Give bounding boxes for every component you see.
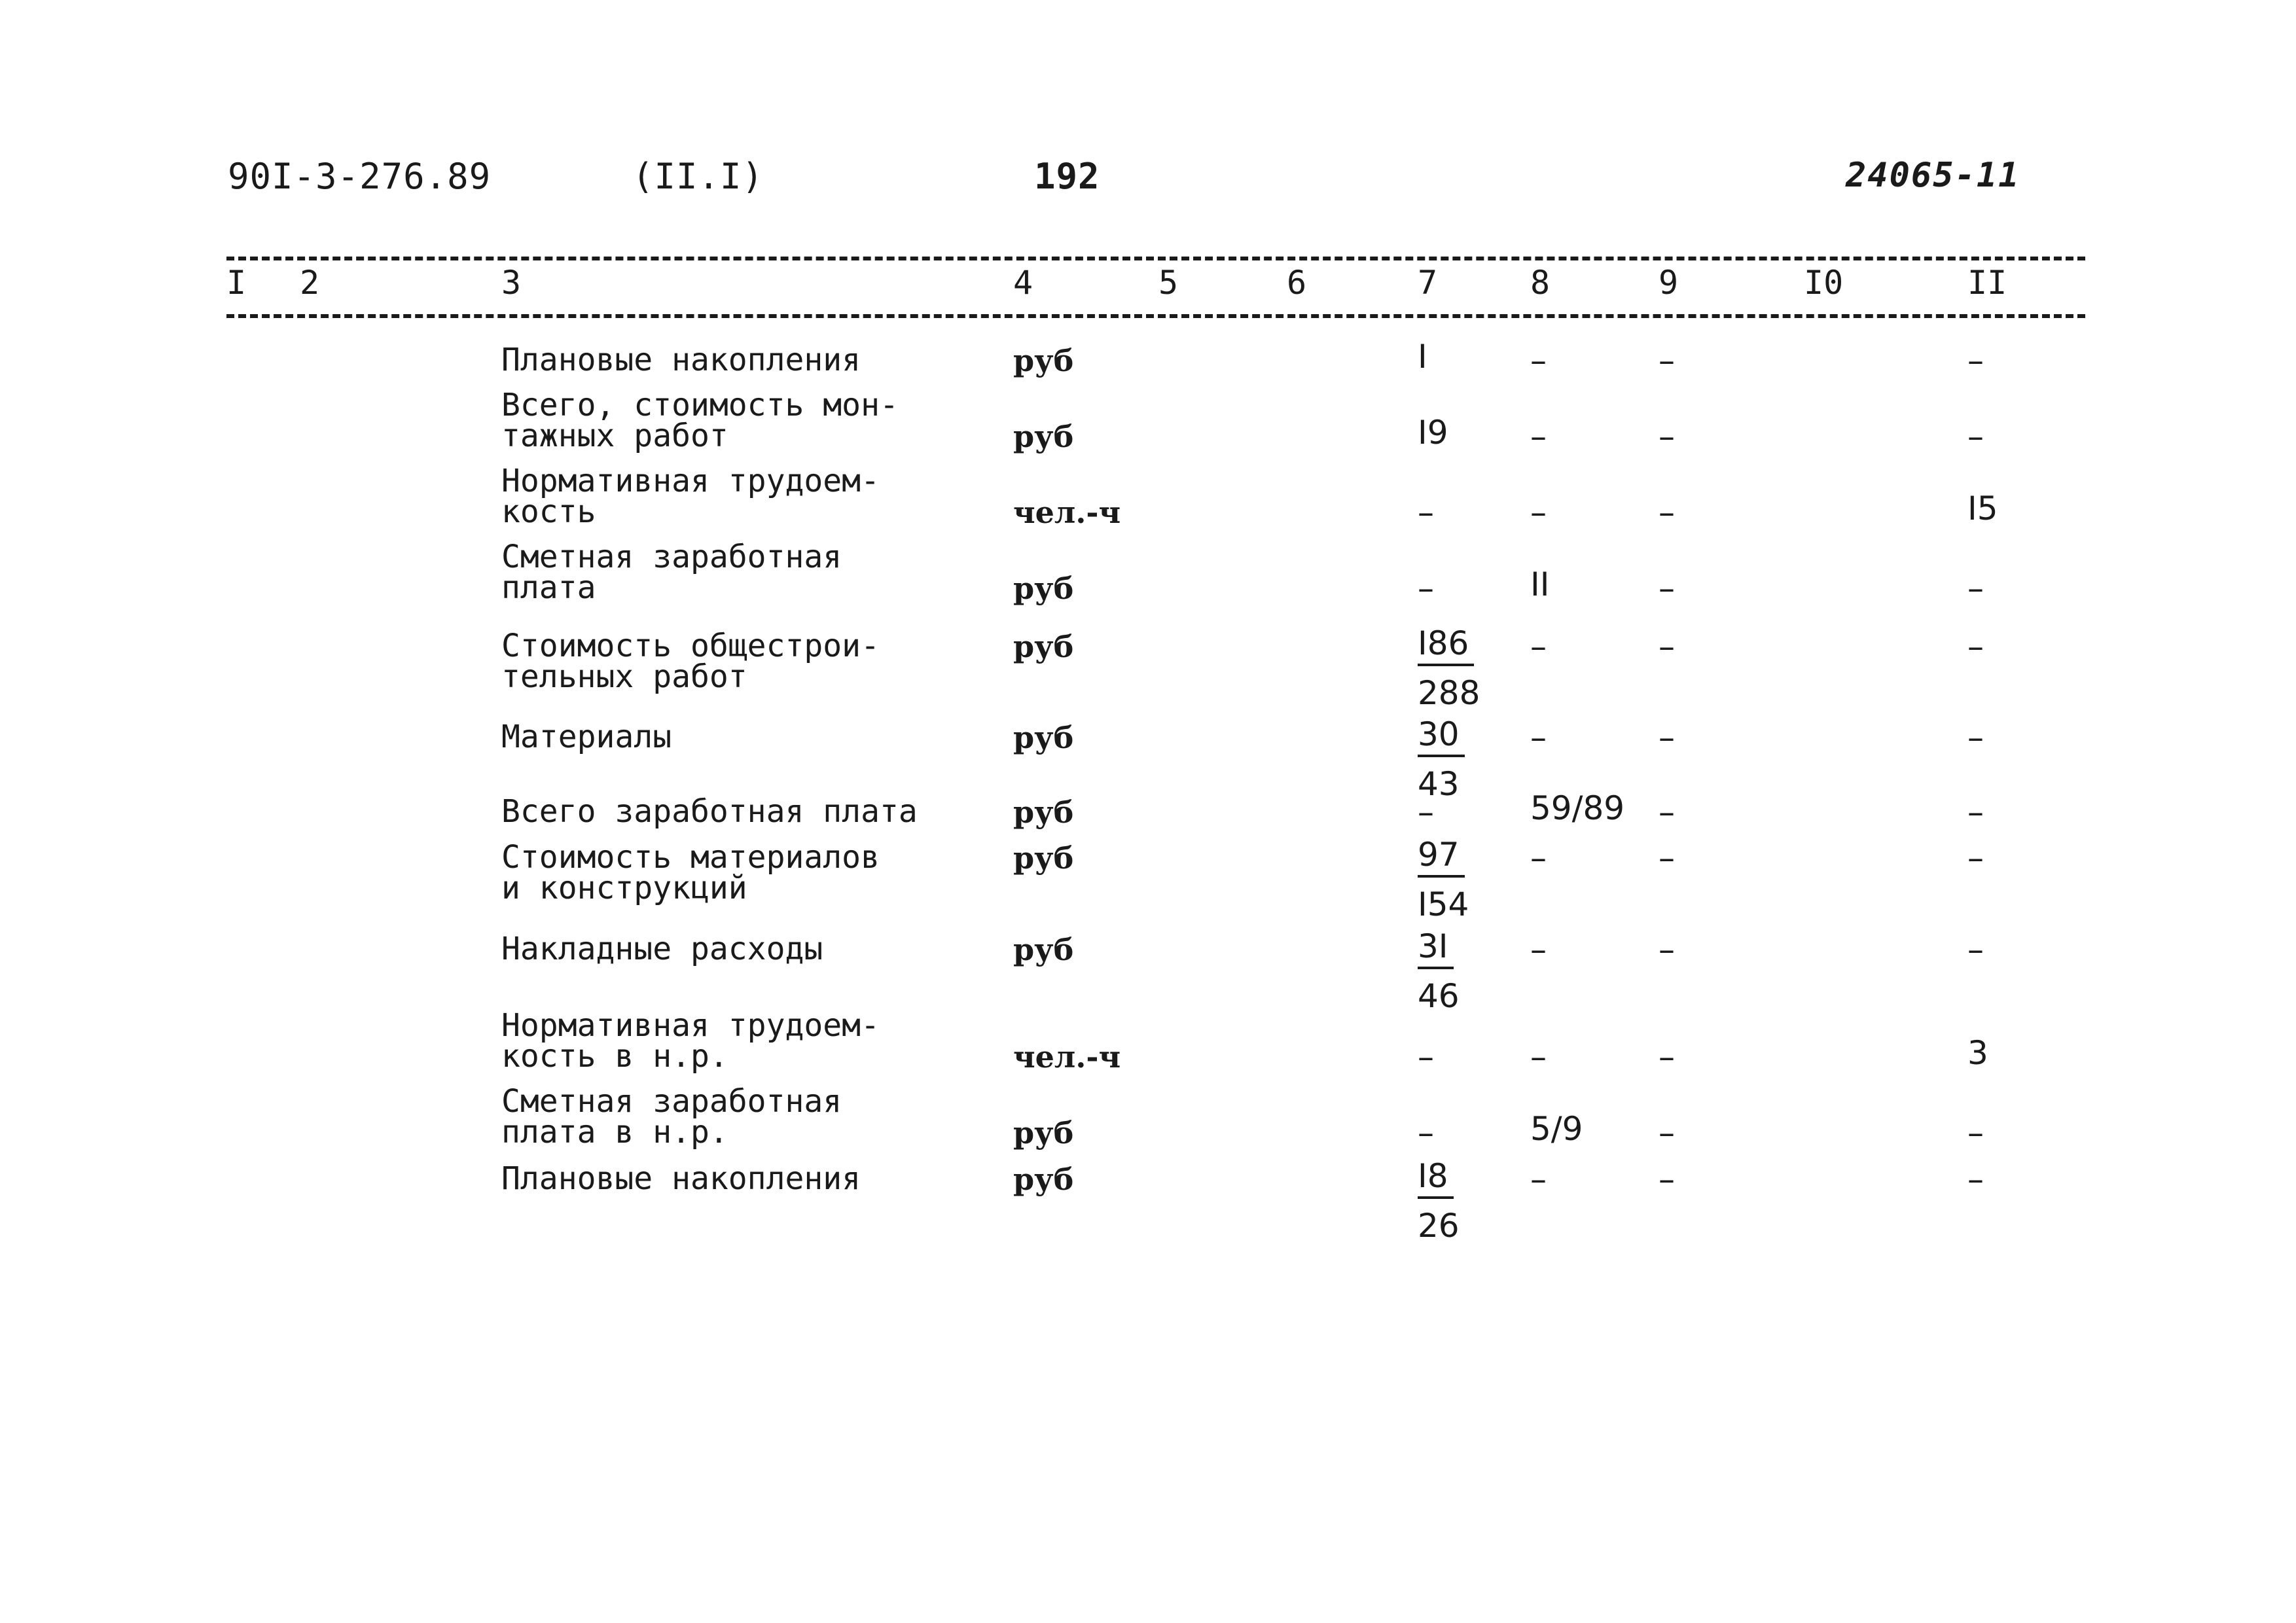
row-1-col7: I <box>1418 338 1427 376</box>
row-3-col7: – <box>1418 493 1434 531</box>
row-3-col11: I5 <box>1967 490 1998 527</box>
row-4-unit: руб <box>1013 571 1074 606</box>
row-8-col11: – <box>1967 839 1984 877</box>
row-2-description: Всего, стоимость мон- тажных работ <box>501 387 899 454</box>
column-header-8: 8 <box>1530 264 1551 302</box>
row-11-col11: – <box>1967 1114 1984 1152</box>
table-header-rule <box>226 314 2085 318</box>
row-6-col7-numerator: 30 <box>1418 718 1465 757</box>
document-code: 90I-3-276.89 <box>228 156 492 197</box>
row-5-col7-denominator: 288 <box>1418 674 1480 712</box>
row-8-col9: – <box>1659 839 1675 877</box>
row-11-col8: 5/9 <box>1530 1110 1583 1148</box>
row-5-description: Стоимость общестрои- тельных работ <box>501 628 880 695</box>
section-number: (II.I) <box>632 156 764 197</box>
archive-stamp: 24065-11 <box>1846 156 2020 195</box>
row-8-col8: – <box>1530 839 1547 877</box>
row-9-col7 <box>1418 927 1460 1015</box>
row-9-col7-numerator: 3I <box>1418 930 1454 969</box>
row-11-description: Сметная заработная плата в н.р. <box>501 1083 842 1150</box>
row-10-col8: – <box>1530 1038 1547 1076</box>
row-4-col9: – <box>1659 569 1675 607</box>
row-10-unit: чел.-ч <box>1013 1039 1121 1075</box>
column-header-3: 3 <box>501 264 522 302</box>
column-header-5: 5 <box>1158 264 1179 302</box>
row-3-unit: чел.-ч <box>1013 495 1121 530</box>
row-12-description: Плановые накопления <box>501 1160 861 1197</box>
row-5-unit: руб <box>1013 629 1074 664</box>
row-10-col11: 3 <box>1967 1034 1988 1072</box>
row-8-description: Стоимость материалов и конструкций <box>501 839 880 906</box>
row-11-col9: – <box>1659 1114 1675 1152</box>
row-6-col7-denominator: 43 <box>1418 765 1460 803</box>
row-12-unit: руб <box>1013 1162 1074 1197</box>
row-12-col9: – <box>1659 1160 1675 1198</box>
row-3-col9: – <box>1659 493 1675 531</box>
row-10-description: Нормативная трудоем- кость в н.р. <box>501 1007 880 1075</box>
row-7-description: Всего заработная плата <box>501 793 918 830</box>
row-1-description: Плановые накопления <box>501 342 861 378</box>
row-7-col7: – <box>1418 793 1434 831</box>
row-12-col7 <box>1418 1157 1460 1245</box>
row-5-col7 <box>1418 624 1480 712</box>
row-11-col7: – <box>1418 1114 1434 1152</box>
row-9-description: Накладные расходы <box>501 931 823 967</box>
row-9-col8: – <box>1530 931 1547 969</box>
row-3-col8: – <box>1530 493 1547 531</box>
row-1-col9: – <box>1659 342 1675 380</box>
row-7-col11: – <box>1967 793 1984 831</box>
row-5-col8: – <box>1530 628 1547 666</box>
row-9-col9: – <box>1659 931 1675 969</box>
row-12-col7-denominator: 26 <box>1418 1207 1460 1245</box>
row-6-col9: – <box>1659 719 1675 757</box>
column-header-2: 2 <box>300 264 320 302</box>
table-top-rule <box>226 257 2085 260</box>
column-header-1: I <box>226 264 247 302</box>
row-2-col11: – <box>1967 418 1984 455</box>
row-10-col9: – <box>1659 1038 1675 1076</box>
column-header-7: 7 <box>1418 264 1438 302</box>
column-header-10: I0 <box>1804 264 1844 302</box>
row-6-col11: – <box>1967 719 1984 757</box>
row-7-unit: руб <box>1013 794 1074 830</box>
row-1-col8: – <box>1530 342 1547 380</box>
row-10-col7: – <box>1418 1038 1434 1076</box>
row-5-col11: – <box>1967 628 1984 666</box>
row-4-col11: – <box>1967 569 1984 607</box>
row-7-col8: 59/89 <box>1530 789 1625 827</box>
row-6-unit: руб <box>1013 720 1074 755</box>
row-2-col7: I9 <box>1418 414 1448 452</box>
row-12-col8: – <box>1530 1160 1547 1198</box>
row-9-unit: руб <box>1013 932 1074 967</box>
page-number: 192 <box>1034 156 1100 197</box>
column-header-4: 4 <box>1013 264 1033 302</box>
row-9-col11: – <box>1967 931 1984 969</box>
row-2-unit: руб <box>1013 419 1074 454</box>
row-5-col7-numerator: I86 <box>1418 627 1474 666</box>
row-3-description: Нормативная трудоем- кость <box>501 463 880 530</box>
row-6-col7 <box>1418 715 1465 803</box>
row-4-description: Сметная заработная плата <box>501 539 842 606</box>
row-7-col9: – <box>1659 793 1675 831</box>
column-header-9: 9 <box>1659 264 1679 302</box>
row-2-col8: – <box>1530 418 1547 455</box>
row-8-unit: руб <box>1013 840 1074 876</box>
row-8-col7-numerator: 97 <box>1418 838 1465 878</box>
row-1-unit: руб <box>1013 343 1074 378</box>
column-header-6: 6 <box>1287 264 1307 302</box>
row-8-col7 <box>1418 838 1469 921</box>
row-6-col8: – <box>1530 719 1547 757</box>
row-12-col7-numerator: I8 <box>1418 1160 1454 1199</box>
row-9-col7-denominator: 46 <box>1418 977 1460 1015</box>
row-1-col11: – <box>1967 342 1984 380</box>
row-8-col7-denominator: I54 <box>1418 885 1469 923</box>
row-2-col9: – <box>1659 418 1675 455</box>
row-12-col11: – <box>1967 1160 1984 1198</box>
row-11-unit: руб <box>1013 1115 1074 1150</box>
column-header-11: II <box>1967 264 2007 302</box>
row-5-col9: – <box>1659 628 1675 666</box>
row-4-col7: – <box>1418 569 1434 607</box>
row-4-col8: II <box>1530 565 1550 603</box>
row-6-description: Материалы <box>501 719 672 755</box>
